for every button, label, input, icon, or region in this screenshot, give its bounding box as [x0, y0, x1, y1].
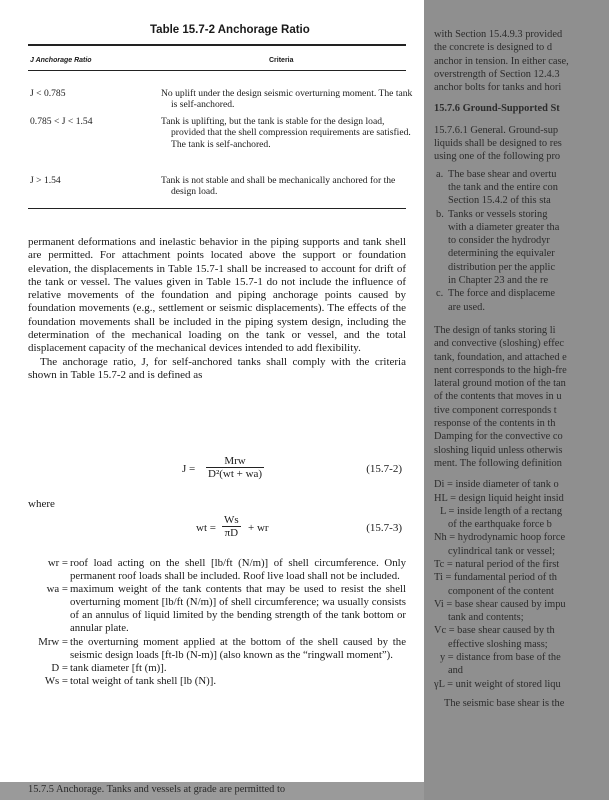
table-cell-criteria: Tank is not stable and shall be mechanically anchored for the design load.: [161, 175, 396, 198]
table-cell-ratio: J > 1.54: [30, 175, 61, 186]
text-line: The base shear and overtu: [448, 168, 557, 180]
text-line: response of the contents in th: [434, 418, 556, 430]
text-line: HL = design liquid height insid: [434, 492, 564, 504]
definition-item: [28, 557, 406, 583]
table-top-rule: [28, 44, 406, 46]
where-label: where: [28, 498, 55, 510]
definitions-list: [28, 557, 406, 688]
text-line: sloshing liquid unless otherwis: [434, 444, 563, 456]
text-line: tive component corresponds t: [434, 404, 557, 416]
text-line: Di = inside diameter of tank o: [434, 479, 559, 491]
definition-item: [28, 583, 406, 635]
text-line: determining the equivaler: [448, 248, 555, 260]
text-line: with Section 15.4.9.3 provided: [434, 29, 563, 40]
definition-symbol: Mrw =: [38, 635, 68, 648]
eq1-numerator: Mrw: [206, 455, 264, 468]
section-heading: 15.7.6 Ground-Supported St: [434, 103, 560, 115]
text-line: nent corresponds to the high-fre: [434, 364, 567, 376]
text-line: Tanks or vessels storing: [448, 208, 548, 220]
paragraph: [434, 324, 609, 470]
eq2-tail: + wr: [248, 522, 269, 534]
table-header-criteria: Criteria: [269, 57, 294, 64]
text-line: component of the content: [448, 585, 554, 597]
text-line: and convective (sloshing) effec: [434, 338, 564, 350]
text-line: of the earthquake force b: [448, 519, 552, 531]
eq2-fraction: [222, 514, 241, 539]
text-line: anchor bolts for tanks and hori: [434, 82, 562, 94]
text-line: Tc = natural period of the first: [434, 558, 560, 570]
paragraph: permanent deformations and inelastic behavior in the piping supports and tank shell are permitted. For attachment points located above the support or foundation elevation, the displacements in Table 15.7-1 shall be increased to account for drift of the tank or vessel. The values given in Table 15.7-1 do not include the influence of relative movements of the foundation and piping anchorage points caused by foundation movements (e.g., settlement or seismic displacements). The effects of the foundation movements shall be included in the piping system design, including the determination of the mechanical loading on the tank or vessel, and the total displacement capacity of the mechanical devices intended to add flexibility.: [28, 236, 406, 355]
paragraph: The anchorage ratio, J, for self-anchored tanks shall comply with the criteria shown in Table 15.7-2 and is defined as: [28, 355, 406, 381]
definition-symbol: Ws =: [44, 674, 68, 687]
text-line: y = distance from base of the: [440, 652, 561, 664]
eq2-denominator: πD: [224, 527, 239, 539]
list-marker: c.: [436, 288, 444, 300]
list-marker: b.: [436, 208, 444, 220]
table-cell-ratio: 0.785 < J < 1.54: [30, 116, 93, 127]
definition-symbol: wr =: [47, 557, 68, 569]
definition-text: roof load acting on the shell [lb/ft (N/m)] of shell circumference. Only permanent roof loads shall be included. Roof live load shall not be included.: [70, 557, 406, 583]
table-cell-criteria: No uplift under the design seismic overturning moment. The tank is self-anchored.: [161, 88, 413, 111]
table-cell-ratio: J < 0.785: [30, 88, 66, 99]
text-line: The force and displaceme: [448, 288, 556, 300]
text-line: anchor in tension. In either case,: [434, 55, 569, 67]
text-line: Nh = hydrodynamic hoop force: [434, 532, 566, 544]
table-header-ratio: J Anchorage Ratio: [30, 57, 92, 64]
text-line: 15.7.6.1 General. Ground-sup: [434, 124, 559, 136]
text-line: in Chapter 23 and the re: [448, 275, 549, 287]
item-list: [434, 168, 609, 314]
eq1-fraction: [206, 455, 264, 480]
table-cell-criteria: Tank is uplifting, but the tank is stable for the design load, provided that the shell compression requirements are satisfied. The tank is self-anchored.: [161, 116, 411, 150]
definition-text: tank diameter [ft (m)].: [70, 661, 167, 674]
text-line: L = inside length of a rectang: [440, 505, 563, 517]
definition-item: [28, 662, 406, 675]
eq2-numerator: Ws: [224, 514, 239, 526]
text-line: Damping for the convective co: [434, 431, 563, 443]
text-line: the tank and the entire con: [448, 181, 558, 193]
text-line: lateral ground motion of the tan: [434, 378, 566, 390]
text-line: γL = unit weight of stored liqu: [434, 678, 561, 690]
section-15-7-5-start: 15.7.5 Anchorage. Tanks and vessels at grade are permitted to: [28, 784, 286, 795]
eq2-lhs: wt =: [196, 522, 216, 534]
text-line: The design of tanks storing li: [434, 324, 556, 336]
text-line: Vc = base shear caused by th: [434, 625, 555, 637]
right-page-text: [434, 28, 609, 710]
right-page: [424, 0, 609, 800]
text-line: tank, foundation, and attached e: [434, 351, 567, 363]
text-line: The seismic base shear is the: [444, 697, 565, 709]
list-item: [436, 287, 609, 314]
text-line: with a diameter greater tha: [448, 221, 560, 233]
text-line: of the contents that moves in u: [434, 391, 562, 403]
text-line: overstrength of Section 12.4.3: [434, 68, 560, 80]
eq2-number: (15.7-3): [366, 522, 402, 534]
text-line: Section 15.4.2 of this sta: [448, 195, 551, 207]
definitions-list-right: [434, 478, 609, 691]
table-header-rule: [28, 70, 406, 71]
eq1-number: (15.7-2): [366, 463, 402, 475]
definition-symbol: D =: [51, 661, 68, 674]
body-text: [28, 236, 406, 382]
definition-item: [28, 636, 406, 662]
definition-item: [28, 675, 406, 688]
text-line: distribution per the applic: [448, 261, 556, 273]
text-line: cylindrical tank or vessel;: [448, 545, 556, 557]
definition-text: total weight of tank shell [lb (N)].: [70, 674, 217, 687]
table-title: Table 15.7-2 Anchorage Ratio: [150, 24, 310, 36]
table-bottom-rule: [28, 208, 406, 209]
text-line: using one of the following pro: [434, 151, 561, 163]
text-line: liquids shall be designed to res: [434, 138, 562, 150]
eq1-lhs: J =: [182, 463, 196, 475]
list-item: [436, 168, 609, 208]
text-line: and: [448, 665, 464, 677]
list-item: [436, 208, 609, 288]
text-line: Vi = base shear caused by impu: [434, 598, 566, 610]
definition-symbol: wa =: [46, 583, 68, 596]
definition-text: maximum weight of the tank contents that may be used to resist the shell overturning moment [lb/ft (N/m)] of shell circumference; wa usually consists of an annulus of liquid limited by the bending strength of the tank bottom or annular plate.: [70, 583, 406, 635]
eq1-denominator: D²(wt + wa): [208, 468, 263, 480]
text-line: ment. The following definition: [434, 457, 562, 469]
text-line: are used.: [448, 301, 485, 313]
text-line: the concrete is designed to d: [434, 42, 553, 54]
text-line: tank and contents;: [448, 612, 524, 624]
text-line: Ti = fundamental period of th: [434, 572, 557, 584]
list-marker: a.: [436, 168, 444, 180]
definition-text: the overturning moment applied at the bottom of the shell caused by the seismic design loads [ft-lb (N-m)] (also known as the “ringwall moment”).: [70, 635, 406, 661]
text-line: effective sloshing mass;: [448, 638, 548, 650]
text-line: to consider the hydrodyr: [448, 235, 550, 247]
